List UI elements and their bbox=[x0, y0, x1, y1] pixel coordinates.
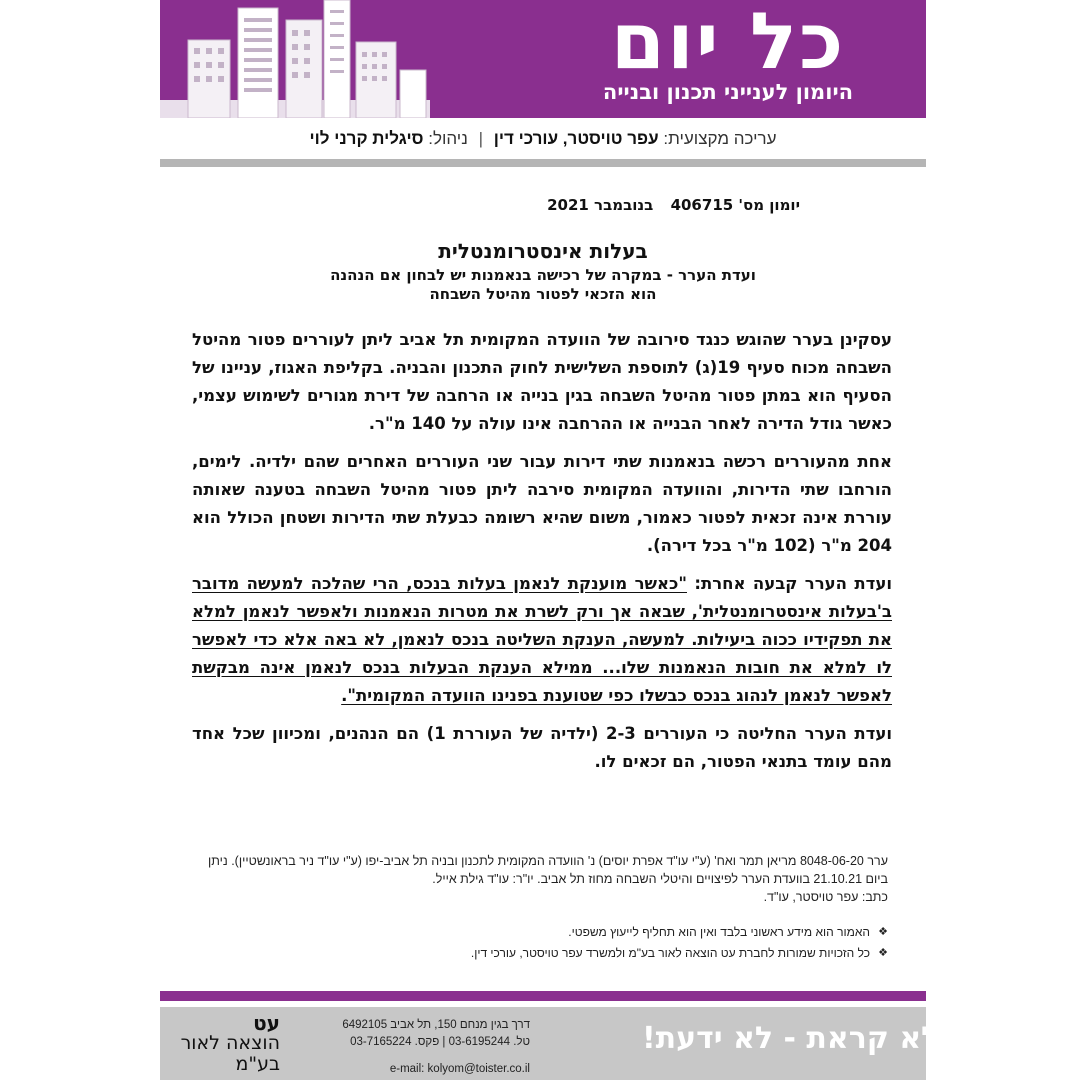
issue-date: 15 בנובמבר 2021 bbox=[547, 196, 734, 214]
publisher-line3: בע"מ bbox=[235, 1053, 280, 1075]
disclaimer-notes bbox=[188, 922, 888, 964]
issue-info bbox=[535, 196, 800, 214]
address: דרך בגין מנחם 150, תל אביב 6492105 bbox=[342, 1019, 530, 1031]
ruling-lead: ועדת הערר קבעה אחרת: bbox=[687, 574, 892, 593]
article-headline bbox=[200, 236, 886, 304]
brand-name: כל יום bbox=[610, 0, 846, 87]
bullet-icon: ❖ bbox=[878, 926, 888, 938]
article-body bbox=[192, 326, 892, 786]
phone-fax: טל. 03-6195244 | פקס. 03-7165224 bbox=[350, 1036, 530, 1048]
publisher-name: עט bbox=[253, 1011, 280, 1035]
bullet-icon: ❖ bbox=[878, 947, 888, 959]
citation-text: ערר 8048-06-20 מריאן תמר ואח' (ע"י עו"ד אפרת יוסים) נ' הוועדה המקומית לתכנון ובניה תל אביב-יפו (ע"י עו"ד ניר בראונשטיין). ניתן ביום 21.10.21 בוועדת הערר לפיצויים והיטלי השבחה מחוז תל אביב. יו"ר: עו"ד גילת אייל. bbox=[207, 854, 888, 886]
ruling-quote: "כאשר מוענקת לנאמן בעלות בנכס, הרי שהלכה למעשה מדובר ב'בעלות אינסטרומנטלית', שבאה אך ורק לשרת את מטרות הנאמנות ולאפשר לנאמן למלא את תפקידיו ככוה ביעילות. למעשה, הענקת השליטה בנכס לנאמן, לא באה אלא כדי לאפשר לו למלא את חובות הנאמנות שלו... ממילא הענקת הבעלות בנכס לנאמן אינה מבקשת לאפשר לנאמן לנהוג בנכס כבשלו כפי שטוענת בפנינו הוועדה המקומית". bbox=[192, 574, 892, 705]
brand-tagline: היומון לענייני תכנון ובנייה bbox=[602, 80, 854, 104]
footer bbox=[160, 1007, 940, 1080]
footer-slogan: לא קראת - לא ידעת! bbox=[642, 1021, 940, 1056]
article-subtitle-line1: ועדת הערר - במקרה של רכישה בנאמנות יש לבחון אם הנהנה bbox=[330, 266, 756, 284]
credits-line bbox=[160, 118, 926, 158]
copyright-text: כל הזכויות שמורות לחברת עט הוצאה לאור בע"מ ולמשרד עפר טויסטר, עורכי דין. bbox=[470, 946, 870, 960]
disclaimer-text: האמור הוא מידע ראשוני בלבד ואין הוא תחליף לייעוץ משפטי. bbox=[568, 925, 870, 939]
editor-name: עפר טויסטר, עורכי דין bbox=[493, 129, 659, 148]
paragraph-conclusion: ועדת הערר החליטה כי העוררים 2-3 (ילדיה של העוררת 1) הם הנהנים, ומכיוון שכל אחד מהם עומד בתנאי הפטור, הם זכאים לו. bbox=[192, 724, 892, 771]
contact-block bbox=[300, 1017, 530, 1078]
credits-separator: | bbox=[478, 129, 483, 148]
article-title: בעלות אינסטרומנטלית bbox=[438, 239, 648, 263]
city-skyline-illustration bbox=[160, 0, 430, 118]
copyright-item bbox=[188, 943, 888, 964]
author-line: כתב: עפר טויסטר, עו"ד. bbox=[763, 890, 888, 904]
paragraph-ruling bbox=[192, 570, 892, 710]
paragraph-background: עסקינן בערר שהוגש כנגד סירובה של הוועדה המקומית תל אביב ליתן לעוררים פטור מהיטל השבחה מכוח סעיף 19(ג) לתוספת השלישית לחוק התכנון והבניה. בקליפת האגוז, עניינו של הסעיף הוא במתן פטור מהיטל השבחה בגין בנייה או הרחבה של דירת מגורים לשימוש עצמי, כאשר גודל הדירה לאחר הבנייה או ההרחבה אינו עולה על 140 מ"ר. bbox=[192, 330, 892, 433]
header-divider bbox=[160, 159, 926, 167]
publisher-line2: הוצאה לאור bbox=[180, 1032, 280, 1054]
case-citation bbox=[188, 852, 888, 906]
disclaimer-item bbox=[188, 922, 888, 943]
publisher-logo bbox=[170, 1013, 280, 1075]
manager-name: סיגלית קרני לוי bbox=[309, 129, 424, 148]
email-link[interactable]: e-mail: kolyom@toister.co.il bbox=[389, 1063, 530, 1075]
editing-label: עריכה מקצועית: bbox=[663, 129, 777, 148]
management-label: ניהול: bbox=[428, 129, 468, 148]
brand-block bbox=[548, 0, 908, 118]
masthead bbox=[160, 0, 926, 118]
article-subtitle-line2: הוא הזכאי לפטור מהיטל השבחה bbox=[429, 285, 657, 303]
footer-divider bbox=[160, 991, 926, 1001]
paragraph-facts: אחת מהעוררים רכשה בנאמנות שתי דירות עבור שני העוררים האחרים שהם ילדיה. לימים, הורחבו שתי הדירות, והוועדה המקומית סירבה ליתן פטור מהיטל השבחה בטענה שאותה עוררת אינה זכאית לפטור כאמור, משום שהיא רשומה כבעלת שתי הדירות ושטחן הכולל הוא 204 מ"ר (102 מ"ר בכל דירה). bbox=[192, 452, 892, 555]
issue-number: יומון מס' 4067 bbox=[670, 196, 800, 214]
newsletter-page bbox=[160, 0, 940, 1080]
